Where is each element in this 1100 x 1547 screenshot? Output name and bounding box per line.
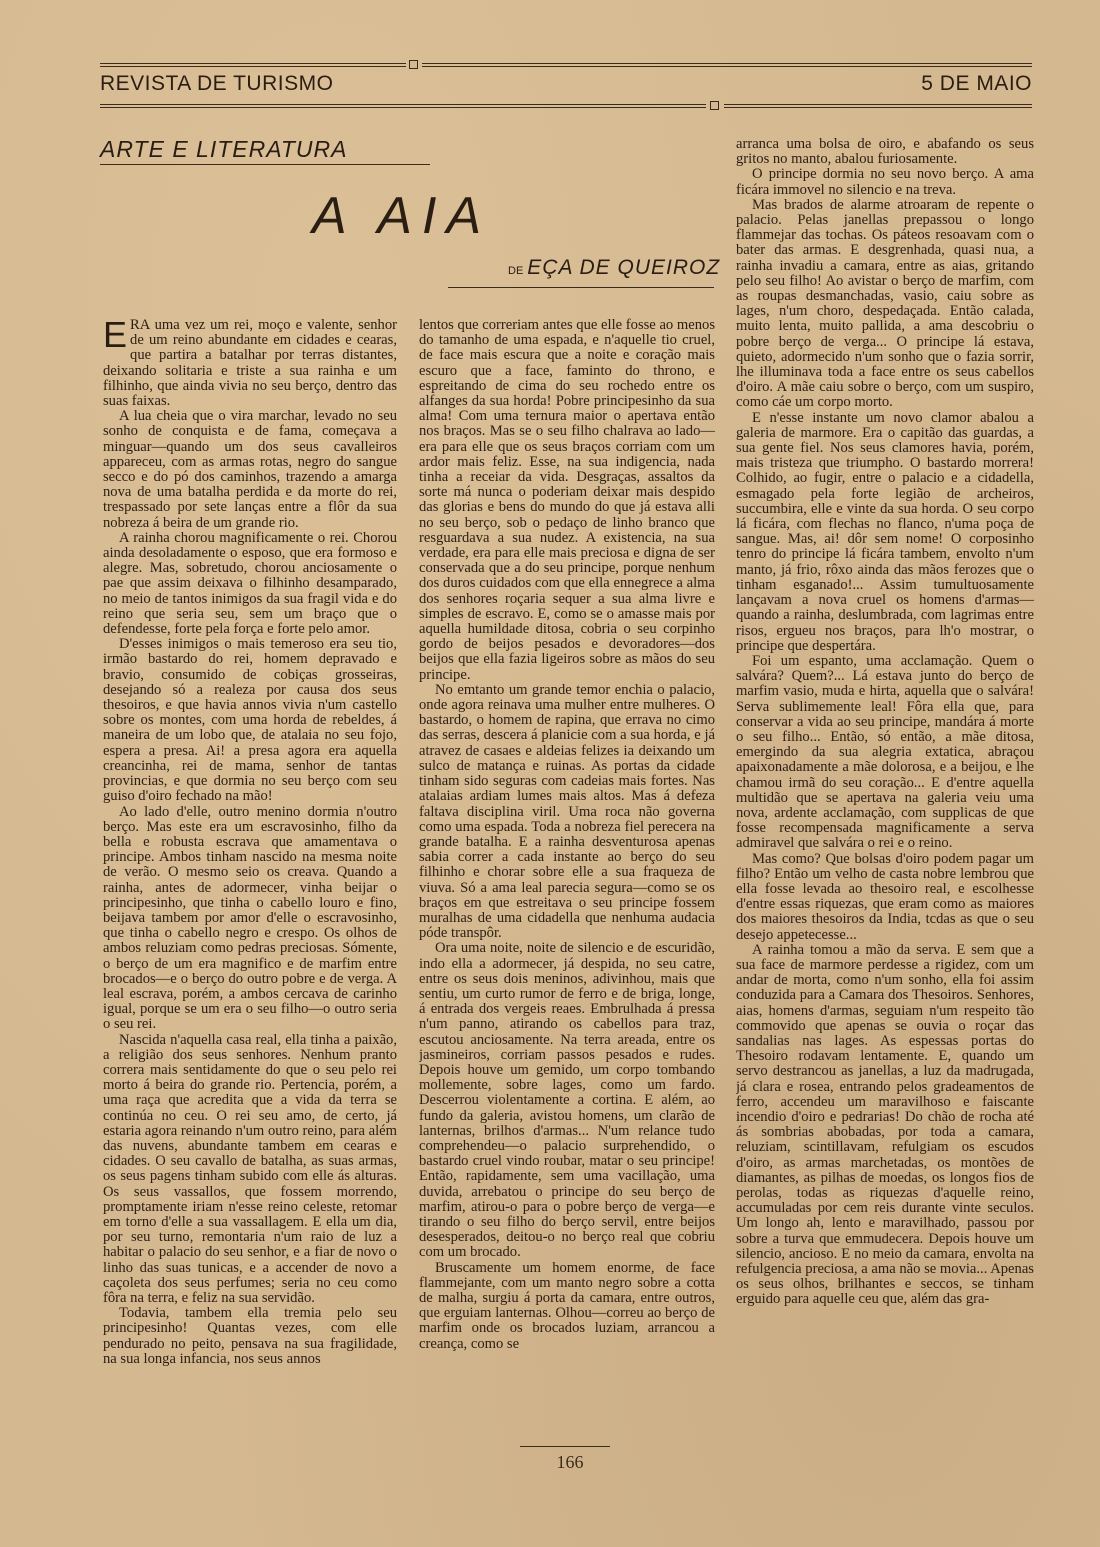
header-bottom-rule (100, 104, 706, 108)
journal-title: REVISTA DE TURISMO (100, 72, 334, 95)
paragraph: ERA uma vez um rei, moço e valente, senhor de um reino abundante em cidades e cearas, que partira a batalhar por terras distantes, deixando solitaria e triste a sua rainha e um filhinho, que ainda vivia no seu berço, dentro das suas faixas. (103, 318, 397, 410)
issue-date: 5 DE MAIO (921, 72, 1032, 95)
paragraph: D'esses inimigos o mais temeroso era seu tio, irmão bastardo do rei, homem depravado e bravio, consumido de cobiças grosseiras, desejando só a realeza por causa dos seus thesoiros, e que havia annos vivia n'um castello sobre os montes, com uma horda de rebeldes, á maneira de um lobo que, de atalaia no seu fojo, espera a presa. Ai! a presa agora era aquella creancinha, rei de mama, senhor de tantas provincias, e que dormia no seu berço com seu guiso d'oiro fechado na mão! (103, 636, 397, 805)
paragraph: Todavia, tambem ella tremia pelo seu principesinho! Quantas vezes, com elle pendurado no peito, pensava na sua fragilidade, na sua longa infancia, nos seus annos (103, 1305, 397, 1367)
paragraph: Nascida n'aquella casa real, ella tinha a paixão, a religião dos seus senhores. Nenhum pranto correra mais sentidamente do que o seu pelo rei morto á beira do grande rio. Pertencia, porém, a uma raça que acredita que a vida da terra se continúa no ceu. O rei seu amo, de certo, já estaria agora reinando n'um outro reino, para além das nuvens, abundante tambem em cearas e cidades. O seu cavallo de batalha, as suas armas, os seus pagens tinham subido com elle ás alturas. Os seus vassallos, que fossem morrendo, promptamente iriam n'esse reino celeste, retomar em torno d'elle a sua vassallagem. E ella um dia, por seu turno, remontaria n'um raio de luz a habitar o palacio do seu senhor, e a fiar de novo o linho das suas tunicas, e a accender de novo a caçoleta dos seus perfumes; seria no ceu como fôra na terra, e feliz na sua servidão. (103, 1031, 397, 1306)
paragraph: A rainha chorou magnificamente o rei. Chorou ainda desoladamente o esposo, que era formoso e alegre. Mas, sobretudo, chorou anciosamente o pae que assim deixava o filhinho desamparado, no meio de tantos inimigos da sua fragil vida e do reino que seria seu, sem um braço que o defendesse, forte pela força e forte pelo amor. (103, 529, 397, 638)
text-column-1 (103, 318, 397, 1436)
text-column-3 (736, 137, 1034, 1437)
article-title: A AIA (312, 187, 492, 245)
paragraph: E n'esse instante um novo clamor abalou a galeria de marmore. Era o capitão das guardas, a sua gente fiel. Nos seus clamores havia, porém, mais tristeza que triumpho. O bastardo morrera! Colhido, ao fugir, entre o palacio e a cidadella, esmagado pela forte legião de archeiros, succumbira, elle e vinte da sua horda. O seu corpo lá ficára, com flechas no flanco, n'uma poça de sangue. Mas, ai! dôr sem nome! O corposinho tenro do principe lá ficára tambem, envolto n'um manto, já frio, rôxo ainda das mãos ferozes que o tinham esganado!... Assim tumultuosamente lançavam a nova cruel os homens d'armas—quando a rainha, deslumbrada, com lagrimas entre risos, ergueu nos braços, para lh'o mostrar, o principe que despertára. (736, 409, 1034, 654)
paragraph: Bruscamente um homem enorme, de face flammejante, com um manto negro sobre a cotta de malha, surgiu á porta da camara, entre outros, que erguiam lanternas. Olhou—correu ao berço de marfim onde os brocados luziam, arrancou a creança, como se (419, 1259, 715, 1352)
byline (508, 256, 720, 280)
paragraph: O principe dormia no seu novo berço. A ama ficára immovel no silencio e na treva. (736, 166, 1034, 198)
paragraph: Mas brados de alarme atroaram de repente o palacio. Pelas janellas prepassou o longo flammejar das tochas. Os páteos resoavam com o bater das armas. E desgrenhada, quasi nua, a rainha invadiu a camara, entre as aias, gritando pelo seu filho! Ao avistar o berço de marfim, com as roupas desmanchadas, vasio, caiu sobre as lages, n'um choro, despedaçada. Então calada, muito lenta, muito pallida, a ama descobriu o pobre berço de verga... O principe lá estava, quieto, adormecido n'um sonho que o fazia sorrir, lhe illuminava toda a face entre os seus cabellos d'oiro. A mãe caiu sobre o berço, com um suspiro, como cáe um corpo morto. (736, 196, 1034, 411)
text-column-2 (419, 318, 715, 1436)
paragraph: Mas como? Que bolsas d'oiro podem pagar um filho? Então um velho de casta nobre lembrou que ella fosse levada ao thesoiro real, e escolhesse d'entre essas riquezas, que eram como as maiores dos maiores thesoiros da India, tcdas as que o seu desejo appetecesse... (736, 850, 1034, 943)
paragraph: No emtanto um grande temor enchia o palacio, onde agora reinava uma mulher entre mulheres. O bastardo, o homem de rapina, que errava no cimo das serras, descera á planicie com a sua horda, e já atravez de casaes e aldeias felizes ia deixando um sulco de matança e ruinas. As portas da cidade tinham sido seguras com cadeias mais fortes. Nas atalaias ardiam lumes mais altos. Mas á defeza faltava disciplina viril. Uma roca não governa como uma espada. Toda a nobreza fiel perecera na grande batalha. E a rainha desventurosa apenas sabia correr a cada instante ao berço do seu filhinho e chorar sobre elle a sua fraqueza de viuva. Só a ama leal parecia segura—como se os braços em que estreitava o seu principe fossem muralhas de uma cidadella que nenhuma audacia póde transpôr. (419, 681, 715, 942)
paragraph: A lua cheia que o vira marchar, levado no seu sonho de conquista e de fama, começava a minguar—quando um dos seus cavalleiros appareceu, com as armas rotas, negro do sangue secco e do pó dos caminhos, trazendo a amarga nova de uma batalha perdida e da morte do rei, trespassado por sete lanças entre a flôr da sua nobreza á beira de um grande rio. (103, 408, 397, 531)
paragraph: Foi um espanto, uma acclamação. Quem o salvára? Quem?... Lá estava junto do berço de marfim vasio, muda e hirta, aquella que o salvára! Serva sublimemente leal! Fôra ella que, para conservar a vida ao seu principe, mandára á morte o seu filho... Então, só então, a mãe ditosa, emergindo da sua alegria extatica, abraçou apaixonadamente a mãe dolorosa, e a beijou, e lhe chamou irmã do seu coração... E d'entre aquella multidão que se apertava na galeria veiu uma nova, ardente acclamação, com supplicas de que fosse recompensada magnificamente a serva admiravel que salvára o rei e o reino. (736, 652, 1034, 852)
paragraph: Ao lado d'elle, outro menino dormia n'outro berço. Mas este era um escravosinho, filho da bella e robusta escrava que amamentava o principe. Ambos tinham nascido na mesma noite de verão. O mesmo seio os creava. Quando a rainha, antes de adormecer, vinha beijar o principesinho, que tinha o cabello louro e fino, beijava tambem por amor d'elle o escravosinho, que tinha o cabello negro e crespo. Os olhos de ambos reluziam como pedras preciosas. Sómente, o berço de um era magnifico e de marfim entre brocados—e o berço do outro pobre e de verga. A leal escrava, porém, a ambos cercava de carinho igual, porque se um era o seu filho—o outro seria o seu rei. (103, 803, 397, 1033)
page-number: 166 (556, 1452, 584, 1472)
byline-underline (448, 287, 714, 288)
drop-cap: E (103, 318, 128, 355)
footer-rule (520, 1446, 610, 1447)
paragraph: arranca uma bolsa de oiro, e abafando os seus gritos no manto, abalou furiosamente. (736, 137, 1034, 168)
paragraph: Ora uma noite, noite de silencio e de escuridão, indo ella a adormecer, já despida, no seu catre, entre os seus dois meninos, adivinhou, mais que sentiu, um curto rumor de ferro e de briga, longe, á entrada dos vergeis reaes. Embrulhada á pressa n'um panno, atirando os cabellos para traz, escutou anciosamente. Na terra areada, entre os jasmineiros, corriam passos pesados e rudes. Depois houve um gemido, um corpo tombando mollemente, sobre lages, como um fardo. Descerrou violentamente a cortina. E além, ao fundo da galeria, avistou homens, um clarão de lanternas, brilhos d'armas... N'um relance tudo comprehendeu—o palacio surprehendido, o bastardo cruel vindo roubar, matar o seu principe! Então, rapidamente, sem uma vacillação, uma duvida, arrebatou o principe do seu berço de marfim, atirou-o para o pobre berço de verga—e tirando o seu filho do berço servil, entre beijos desesperados, deitou-o no berço real que cobriu com um brocado. (419, 940, 715, 1261)
section-underline (100, 164, 430, 165)
byline-prefix: DE (508, 265, 524, 277)
header-ornament-top (409, 60, 418, 69)
paragraph: lentos que correriam antes que elle fosse ao menos do tamanho de uma espada, e n'aquelle tio cruel, de face mais escura que a noite e coração mais escuro que a face, faminto do throno, e espreitando de cima do seu rochedo entre os alfanges da sua horda! Pobre principesinho da sua alma! Com uma ternura maior o apertava então nos braços. Mas se o seu filho chalrava ao lado—era para elle que os seus braços corriam com um ardor mais feliz. Esse, na sua indigencia, nada tinha a receiar da vida. Desgraças, assaltos da sorte má nunca o poderiam deixar mais despido das glorias e bens do mundo do que já estava alli no seu berço, sob o pedaço de linho branco que resguardava a sua nudez. A existencia, na sua verdade, era para elle mais preciosa e digna de ser conservada que a do seu principe, porque nenhum dos duros cuidados com que ella ennegrece a alma dos senhores roçaria sequer a sua alma livre e simples de escravo. E, como se o amasse mais por aquella humildade ditosa, cobria o seu corpinho gordo de beijos pesados e devoradores—dos beijos que ella fazia ligeiros sobre as mãos do seu principe. (419, 318, 715, 683)
section-heading: ARTE E LITERATURA (100, 136, 348, 162)
header-top-rule-right (422, 63, 1032, 67)
author-name: EÇA DE QUEIROZ (527, 256, 721, 279)
paragraph: A rainha tomou a mão da serva. E sem que a sua face de marmore perdesse a rigidez, com um andar de morta, como n'um sonho, ella foi assim conduzida para a Camara dos Thesoiros. Senhores, aias, homens d'armas, seguiam n'um respeito tão commovido que apenas se ouvia o roçar das sandalias nas lages. As espessas portas do Thesoiro rodavam lentamente. E, quando um servo destrancou as janellas, a luz da madrugada, já clara e rosea, entrando pelos gradeamentos de ferro, accendeu um maravilhoso e faiscante incendio d'oiro e pedrarias! Do chão de rocha até ás sombrias abobadas, por toda a camara, reluziam, scintillavam, refulgiam os escudos d'oiro, as armas marchetadas, os montões de diamantes, as pilhas de moedas, os longos fios de perolas, todas as riquezas d'aquelle reino, accumuladas por cem reis durante vinte seculos. Um longo ah, lento e maravilhado, passou por sobre a turva que emmudecera. Depois houve um silencio, ancioso. E no meio da camara, envolta na refulgencia preciosa, a ama não se movia... Apenas os seus olhos, brilhantes e seccos, se tinham erguido para aquelle ceu que, além das gra- (736, 941, 1034, 1308)
header-bottom-rule-right (724, 104, 1032, 108)
header-ornament-bottom (710, 101, 719, 110)
header-top-rule (100, 63, 406, 67)
